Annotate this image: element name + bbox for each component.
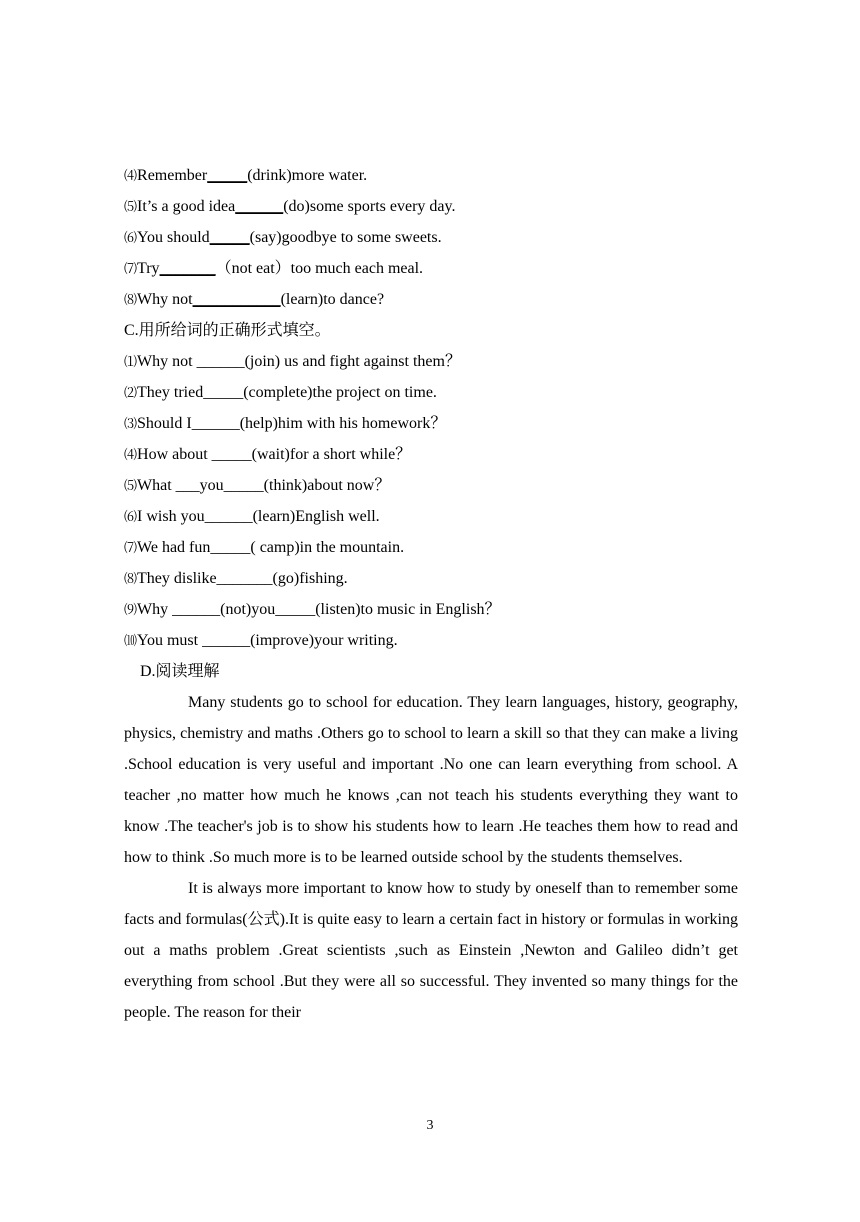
exercise-item-c5 [124,470,744,501]
passage-paragraph-2: It is always more important to know how to study by oneself than to remember some facts and formulas(公式).It is quite easy to learn a certain fact in history or formulas in working out a maths problem .Great scientists ,such as Einstein ,Newton and Galileo didn’t get everything from school .But they were all so successful. They invented so many things for the people. The reason for their [124,880,738,1021]
exercise-item-c6 [124,501,744,532]
item-text: How about _____(wait)for a short while？ [137,446,412,463]
exercise-item-c10 [124,625,744,656]
item-number: ⑹ [124,230,138,245]
item-text: They tried_____(complete)the project on time. [137,384,437,401]
exercise-item-b6 [124,222,744,253]
exercise-item-b4 [124,160,744,191]
reading-passage [124,687,738,1028]
item-number: ⑸ [124,199,138,214]
item-number: ⑻ [124,292,138,307]
item-number: ⑴ [124,354,138,369]
item-number: ⑷ [124,447,138,462]
answer-blank: _______ [159,260,216,277]
section-c-heading: C.用所给词的正确形式填空。 [124,322,331,339]
item-text-before: Try [137,260,160,277]
answer-blank: _____ [209,229,250,246]
section-d-heading: D.阅读理解 [140,663,220,680]
item-text-after: (learn)to dance? [280,291,385,308]
exercise-item-c7 [124,532,744,563]
item-text: Why not ______(join) us and fight against them？ [137,353,461,370]
exercise-item-c9 [124,594,744,625]
item-text-after: (say)goodbye to some sweets. [249,229,442,246]
answer-blank: _____ [207,167,248,184]
item-text-after: (do)some sports every day. [283,198,456,215]
item-text-before: Why not [137,291,193,308]
exercise-item-b7 [124,253,744,284]
item-text: We had fun_____( camp)in the mountain. [137,539,405,556]
answer-blank: ___________ [192,291,281,308]
item-text: You must ______(improve)your writing. [137,632,398,649]
item-text: Should I______(help)him with his homework？ [137,415,447,432]
item-number: ⑷ [124,168,138,183]
item-text-before: It’s a good idea [137,198,236,215]
item-number: ⑵ [124,385,138,400]
item-number: ⑺ [124,261,138,276]
item-number: ⑶ [124,416,138,431]
item-text: They dislike_______(go)fishing. [137,570,348,587]
item-number: ⑹ [124,509,138,524]
item-text-before: Remember [137,167,208,184]
exercise-lines [124,160,744,687]
answer-blank: ______ [235,198,284,215]
exercise-item-c2 [124,377,744,408]
page-number: 3 [426,1118,434,1133]
item-text: I wish you______(learn)English well. [137,508,380,525]
item-number: ⑼ [124,602,138,617]
exercise-item-b8 [124,284,744,315]
item-text: What ___you_____(think)about now？ [137,477,391,494]
exercise-item-c3 [124,408,744,439]
item-text-after: （not eat）too much each meal. [215,260,424,277]
exercise-item-c4 [124,439,744,470]
item-number: ⑺ [124,540,138,555]
item-number: ⑸ [124,478,138,493]
exercise-item-c1 [124,346,744,377]
item-number: ⑽ [124,633,138,648]
exercise-item-c8 [124,563,744,594]
item-text-before: You should [137,229,210,246]
item-text: Why ______(not)you_____(listen)to music in English？ [137,601,501,618]
passage-paragraph-1: Many students go to school for education. They learn languages, history, geography, physics, chemistry and maths .Others go to school to learn a skill so that they can make a living .School education is very useful and important .No one can learn everything from school. A teacher ,no matter how much he knows ,can not teach his students everything they want to know .The teacher's job is to show his students how to learn .He teaches them how to read and how to think .So much more is to be learned outside school by the students themselves. [124,694,738,866]
item-number: ⑻ [124,571,138,586]
exercise-item-b5 [124,191,744,222]
item-text-after: (drink)more water. [247,167,368,184]
